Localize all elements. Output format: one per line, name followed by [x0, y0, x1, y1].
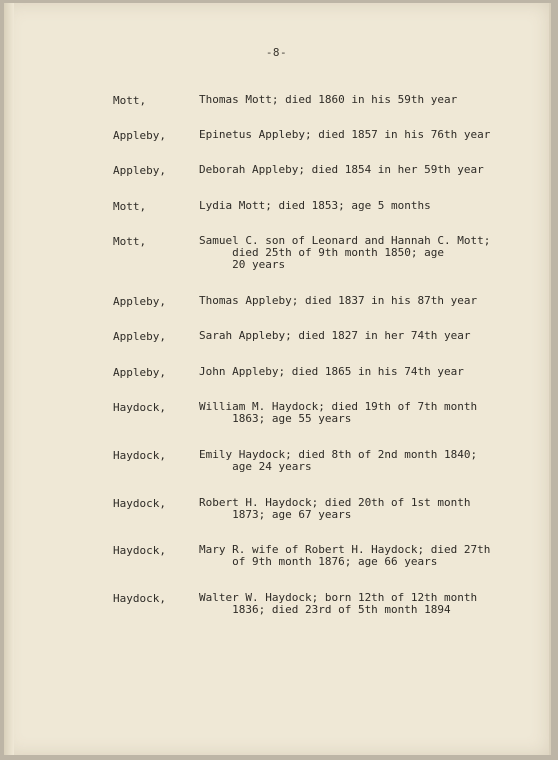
record-description [199, 94, 457, 106]
record-surname: Appleby, [113, 295, 166, 308]
record-description [199, 164, 484, 176]
record-surname: Mott, [113, 94, 147, 107]
record-line: Epinetus Appleby; died 1857 in his 76th year [199, 128, 491, 141]
record-line: Thomas Mott; died 1860 in his 59th year [199, 93, 458, 106]
burial-record-list [4, 3, 549, 755]
record-line: Walter W. Haydock; born 12th of 12th month [199, 591, 478, 604]
document-page [4, 3, 551, 755]
record-description [199, 129, 490, 141]
record-description [199, 295, 477, 307]
record-surname: Appleby, [113, 164, 166, 177]
record-line: Deborah Appleby; died 1854 in her 59th year [199, 163, 484, 176]
record-line: 20 years [199, 258, 286, 271]
record-surname: Mott, [113, 200, 147, 213]
record-description [199, 544, 490, 568]
record-surname: Haydock, [113, 401, 166, 414]
record-description [199, 401, 477, 425]
record-line: died 25th of 9th month 1850; age [199, 246, 445, 259]
record-surname: Haydock, [113, 592, 166, 605]
record-line: 1836; died 23rd of 5th month 1894 [199, 603, 451, 616]
record-surname: Mott, [113, 235, 147, 248]
record-description [199, 366, 464, 378]
record-line: age 24 years [199, 460, 312, 473]
record-description [199, 235, 490, 271]
record-line: William M. Haydock; died 19th of 7th month [199, 400, 478, 413]
record-surname: Appleby, [113, 129, 166, 142]
record-line: Mary R. wife of Robert H. Haydock; died 27th [199, 543, 491, 556]
record-line: 1863; age 55 years [199, 412, 352, 425]
record-line: Lydia Mott; died 1853; age 5 months [199, 199, 431, 212]
record-description [199, 200, 431, 212]
record-line: Emily Haydock; died 8th of 2nd month 1840; [199, 448, 478, 461]
record-description [199, 330, 471, 342]
record-surname: Haydock, [113, 449, 166, 462]
record-line: Sarah Appleby; died 1827 in her 74th year [199, 329, 471, 342]
record-surname: Haydock, [113, 544, 166, 557]
record-line: Samuel C. son of Leonard and Hannah C. Mott; [199, 234, 491, 247]
record-surname: Appleby, [113, 330, 166, 343]
record-line: Thomas Appleby; died 1837 in his 87th year [199, 294, 478, 307]
record-surname: Appleby, [113, 366, 166, 379]
page-number: -8- [265, 46, 288, 59]
record-line: 1873; age 67 years [199, 508, 352, 521]
record-line: John Appleby; died 1865 in his 74th year [199, 365, 464, 378]
record-line: of 9th month 1876; age 66 years [199, 555, 438, 568]
record-description [199, 592, 477, 616]
record-surname: Haydock, [113, 497, 166, 510]
record-description [199, 497, 471, 521]
record-description [199, 449, 477, 473]
record-line: Robert H. Haydock; died 20th of 1st month [199, 496, 471, 509]
